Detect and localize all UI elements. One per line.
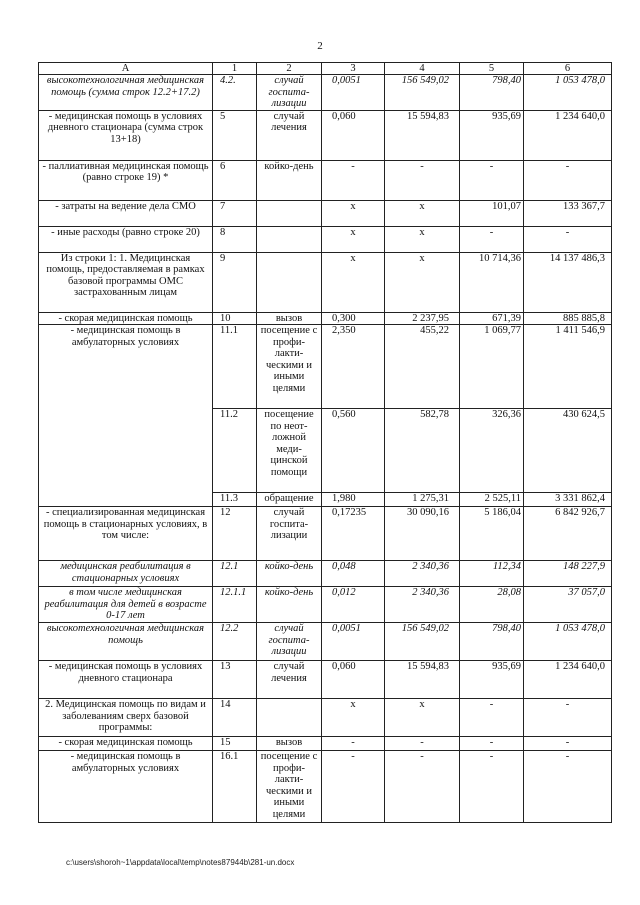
value-col-3: 0,012 (322, 587, 385, 623)
row-number: 11.2 (213, 409, 257, 493)
value-col-6: 3 331 862,4 (524, 493, 612, 507)
value-col-4: 15 594,83 (385, 661, 460, 699)
value-col-6: 1 053 478,0 (524, 623, 612, 661)
header-cell: 2 (257, 63, 322, 75)
value-col-4: - (385, 737, 460, 751)
value-col-6: - (524, 699, 612, 737)
table-row (39, 751, 612, 823)
value-col-4: 15 594,83 (385, 110, 460, 160)
row-label: высокотехнологичная медицинская помощь (сумма строк 12.2+17.2) (39, 75, 213, 111)
table-row (39, 226, 612, 252)
value-col-5: 10 714,36 (460, 252, 524, 312)
table-row (39, 160, 612, 200)
value-col-3: x (322, 699, 385, 737)
value-col-3: 0,300 (322, 312, 385, 325)
row-number: 13 (213, 661, 257, 699)
row-number: 14 (213, 699, 257, 737)
value-col-5: 935,69 (460, 661, 524, 699)
value-col-6: 6 842 926,7 (524, 507, 612, 561)
header-cell: 1 (213, 63, 257, 75)
value-col-4: 1 275,31 (385, 493, 460, 507)
value-col-6: 430 624,5 (524, 409, 612, 493)
value-col-6: - (524, 160, 612, 200)
row-label: - затраты на ведение дела СМО (39, 200, 213, 226)
value-col-3: 0,0051 (322, 75, 385, 111)
table-row (39, 110, 612, 160)
value-col-5: - (460, 699, 524, 737)
row-label: медицинская реабилитация в стационарных условиях (39, 561, 213, 587)
row-number: 11.1 (213, 325, 257, 409)
row-label: - паллиативная медицинская помощь (равно строке 19) * (39, 160, 213, 200)
value-col-5: - (460, 160, 524, 200)
header-cell: 4 (385, 63, 460, 75)
value-col-4: 2 340,36 (385, 587, 460, 623)
row-number: 4.2. (213, 75, 257, 111)
value-col-5: 326,36 (460, 409, 524, 493)
value-col-3: 0,060 (322, 661, 385, 699)
value-col-4: x (385, 226, 460, 252)
unit-cell: вызов (257, 737, 322, 751)
unit-cell: посещение с профи-лакти-ческими и иными целями (257, 751, 322, 823)
value-col-5: 798,40 (460, 75, 524, 111)
unit-cell (257, 252, 322, 312)
value-col-4: x (385, 252, 460, 312)
value-col-3: 0,060 (322, 110, 385, 160)
unit-cell (257, 200, 322, 226)
unit-cell: случай госпита-лизации (257, 507, 322, 561)
value-col-4: 30 090,16 (385, 507, 460, 561)
table-row (39, 325, 612, 409)
table-row (39, 507, 612, 561)
unit-cell: случай госпита-лизации (257, 75, 322, 111)
row-number: 11.3 (213, 493, 257, 507)
row-label: - медицинская помощь в амбулаторных условиях (39, 751, 213, 823)
row-label: Из строки 1: 1. Медицинская помощь, предоставляемая в рамках базовой программы ОМС застрахованным лицам (39, 252, 213, 312)
value-col-3: x (322, 252, 385, 312)
row-number: 5 (213, 110, 257, 160)
unit-cell: койко-день (257, 587, 322, 623)
unit-cell: вызов (257, 312, 322, 325)
value-col-4: - (385, 160, 460, 200)
file-path-footer: c:\users\shoroh~1\appdata\local\temp\notes87944b\281-un.docx (66, 858, 295, 867)
value-col-3: 0,560 (322, 409, 385, 493)
table-row (39, 409, 612, 493)
unit-cell: случай лечения (257, 661, 322, 699)
header-cell: 3 (322, 63, 385, 75)
value-col-4: 455,22 (385, 325, 460, 409)
value-col-6: 148 227,9 (524, 561, 612, 587)
value-col-6: 1 411 546,9 (524, 325, 612, 409)
value-col-6: - (524, 737, 612, 751)
header-cell: 6 (524, 63, 612, 75)
row-number: 8 (213, 226, 257, 252)
row-number: 10 (213, 312, 257, 325)
table-row (39, 661, 612, 699)
value-col-4: x (385, 200, 460, 226)
value-col-6: 14 137 486,3 (524, 252, 612, 312)
table-row (39, 200, 612, 226)
row-number: 12.2 (213, 623, 257, 661)
row-label: - медицинская помощь в амбулаторных условиях (39, 325, 213, 409)
unit-cell: случай лечения (257, 110, 322, 160)
row-label: - скорая медицинская помощь (39, 737, 213, 751)
row-number: 12 (213, 507, 257, 561)
value-col-3: 0,048 (322, 561, 385, 587)
row-label (39, 409, 213, 493)
value-col-5: - (460, 751, 524, 823)
value-col-3: 2,350 (322, 325, 385, 409)
table-row (39, 587, 612, 623)
value-col-6: - (524, 226, 612, 252)
table-row (39, 493, 612, 507)
row-label: - иные расходы (равно строке 20) (39, 226, 213, 252)
page-number: 2 (317, 40, 323, 52)
value-col-4: 156 549,02 (385, 623, 460, 661)
header-row (39, 63, 612, 75)
value-col-6: - (524, 751, 612, 823)
value-col-6: 37 057,0 (524, 587, 612, 623)
row-label: высокотехнологичная медицинская помощь (39, 623, 213, 661)
table-row (39, 252, 612, 312)
value-col-3: 0,0051 (322, 623, 385, 661)
row-number: 9 (213, 252, 257, 312)
value-col-3: - (322, 160, 385, 200)
value-col-5: - (460, 737, 524, 751)
value-col-4: 156 549,02 (385, 75, 460, 111)
row-number: 6 (213, 160, 257, 200)
unit-cell: обращение (257, 493, 322, 507)
value-col-5: - (460, 226, 524, 252)
value-col-6: 885 885,8 (524, 312, 612, 325)
table-row (39, 699, 612, 737)
value-col-4: 2 340,36 (385, 561, 460, 587)
value-col-5: 2 525,11 (460, 493, 524, 507)
unit-cell: посещение с профи-лакти-ческими и иными целями (257, 325, 322, 409)
value-col-5: 671,39 (460, 312, 524, 325)
row-label: - медицинская помощь в условиях дневного стационара (39, 661, 213, 699)
table-row (39, 561, 612, 587)
value-col-4: 582,78 (385, 409, 460, 493)
value-col-5: 101,07 (460, 200, 524, 226)
row-number: 12.1 (213, 561, 257, 587)
value-col-6: 1 234 640,0 (524, 661, 612, 699)
value-col-4: 2 237,95 (385, 312, 460, 325)
row-number: 16.1 (213, 751, 257, 823)
table-row (39, 623, 612, 661)
value-col-3: - (322, 737, 385, 751)
table-row (39, 737, 612, 751)
unit-cell: случай госпита-лизации (257, 623, 322, 661)
row-label: в том числе медицинская реабилитация для детей в возрасте 0-17 лет (39, 587, 213, 623)
table-row (39, 75, 612, 111)
data-table (38, 62, 612, 823)
value-col-5: 112,34 (460, 561, 524, 587)
unit-cell: койко-день (257, 561, 322, 587)
row-label: - медицинская помощь в условиях дневного стационара (сумма строк 13+18) (39, 110, 213, 160)
row-number: 7 (213, 200, 257, 226)
row-label: - скорая медицинская помощь (39, 312, 213, 325)
unit-cell (257, 226, 322, 252)
value-col-4: x (385, 699, 460, 737)
row-label (39, 493, 213, 507)
row-number: 15 (213, 737, 257, 751)
table-row (39, 312, 612, 325)
row-number: 12.1.1 (213, 587, 257, 623)
value-col-5: 1 069,77 (460, 325, 524, 409)
unit-cell: посещение по неот-ложной меди-цинской помощи (257, 409, 322, 493)
value-col-3: - (322, 751, 385, 823)
value-col-3: x (322, 200, 385, 226)
value-col-6: 133 367,7 (524, 200, 612, 226)
header-cell: 5 (460, 63, 524, 75)
value-col-4: - (385, 751, 460, 823)
row-label: - специализированная медицинская помощь в стационарных условиях, в том числе: (39, 507, 213, 561)
row-label: 2. Медицинская помощь по видам и заболеваниям сверх базовой программы: (39, 699, 213, 737)
value-col-3: 1,980 (322, 493, 385, 507)
value-col-5: 798,40 (460, 623, 524, 661)
value-col-6: 1 053 478,0 (524, 75, 612, 111)
value-col-5: 28,08 (460, 587, 524, 623)
value-col-6: 1 234 640,0 (524, 110, 612, 160)
value-col-5: 5 186,04 (460, 507, 524, 561)
header-cell: А (39, 63, 213, 75)
value-col-3: 0,17235 (322, 507, 385, 561)
value-col-5: 935,69 (460, 110, 524, 160)
unit-cell: койко-день (257, 160, 322, 200)
value-col-3: x (322, 226, 385, 252)
unit-cell (257, 699, 322, 737)
